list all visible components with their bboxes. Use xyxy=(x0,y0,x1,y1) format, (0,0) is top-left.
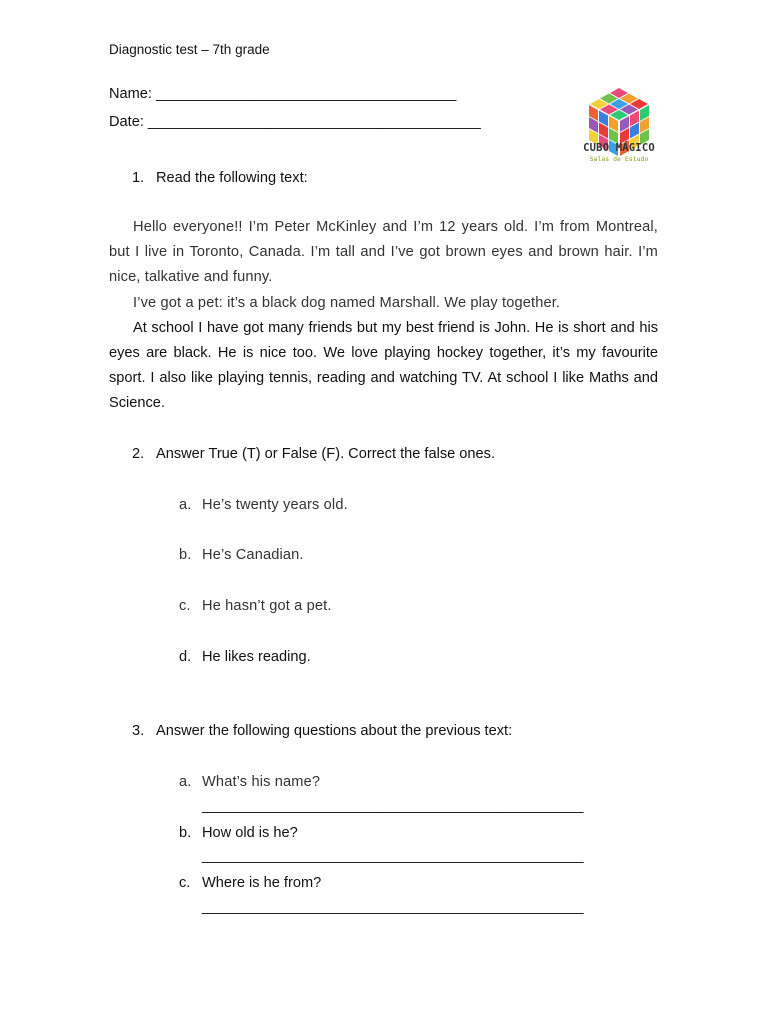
question-3 xyxy=(132,723,512,739)
tf-item-c xyxy=(179,598,332,614)
question-number: 3. xyxy=(132,723,145,739)
question-text: Read the following text: xyxy=(156,170,308,186)
tf-item-d xyxy=(179,649,311,665)
question-1 xyxy=(132,170,308,186)
item-text: He’s twenty years old. xyxy=(202,497,348,513)
answer-line-b[interactable]: _______________________________________________ xyxy=(202,848,584,864)
item-letter: b. xyxy=(179,547,192,563)
item-letter: b. xyxy=(179,825,192,841)
question-item-c xyxy=(179,875,321,891)
item-text: He hasn’t got a pet. xyxy=(202,598,332,614)
question-2 xyxy=(132,446,495,462)
question-item-a xyxy=(179,774,320,790)
tf-item-b xyxy=(179,547,304,563)
question-text: Answer True (T) or False (F). Correct the false ones. xyxy=(156,446,495,462)
item-text: What’s his name? xyxy=(202,774,321,790)
question-number: 2. xyxy=(132,446,145,462)
answer-line-a[interactable]: _______________________________________________ xyxy=(202,798,584,814)
item-text: He’s Canadian. xyxy=(202,547,304,563)
tf-item-a xyxy=(179,497,348,513)
question-text: Answer the following questions about the previous text: xyxy=(156,723,513,739)
item-letter: d. xyxy=(179,649,192,665)
reading-passage xyxy=(109,215,658,417)
logo-title: CUBO MÁGICO xyxy=(583,142,655,154)
document-title: Diagnostic test – 7th grade xyxy=(109,42,270,57)
question-item-b xyxy=(179,825,298,841)
item-letter: a. xyxy=(179,497,192,513)
item-letter: c. xyxy=(179,875,191,891)
item-letter: c. xyxy=(179,598,191,614)
date-field[interactable]: Date: _________________________________________ xyxy=(109,114,481,130)
name-field[interactable]: Name: _____________________________________ xyxy=(109,86,457,102)
item-text: Where is he from? xyxy=(202,875,322,891)
passage-paragraph-2: I’ve got a pet: it’s a black dog named Marshall. We play together. xyxy=(133,294,561,311)
question-number: 1. xyxy=(132,170,145,186)
answer-line-c[interactable]: _______________________________________________ xyxy=(202,899,584,915)
item-text: He likes reading. xyxy=(202,649,311,665)
passage-paragraph-3: At school I have got many friends but my best friend is John. He is short and his eyes are black. He is nice too. We love playing hockey together, it’s my favourite sport. I also like playing tennis, reading and watching TV. At school I like Maths and Science. xyxy=(109,319,658,412)
item-text: How old is he? xyxy=(202,825,298,841)
item-letter: a. xyxy=(179,774,192,790)
logo-subtitle: Salas de Estudo xyxy=(589,155,649,163)
passage-paragraph-1: Hello everyone!! I’m Peter McKinley and I’m 12 years old. I’m from Montreal, but I live in Toronto, Canada. I’m tall and I’ve got brown eyes and brown hair. I’m nice, talkative and funny. xyxy=(109,219,658,286)
